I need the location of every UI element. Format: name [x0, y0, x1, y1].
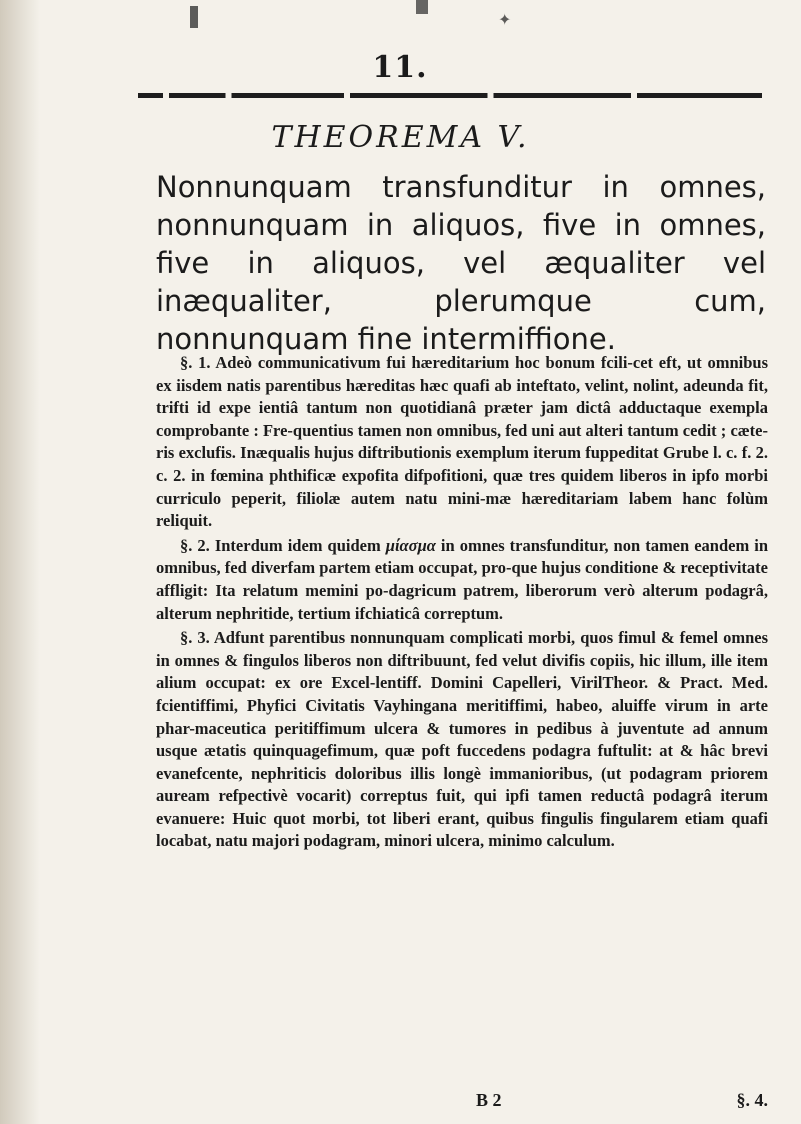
- paragraph-text: Adfunt parentibus nonnunquam complicati morbi, quos fimul & femel omnes in omnes & fingulos liberos non diftribuunt, fed velut divifis copiis, hic illum, ille item alium occupat: ex ore Excel-lentiff. Domini Capelleri, VirilTheor. & Pract. Med. fcientiffimi, Phyfici Civitatis Vayhingana meritiffimi, habeo, aluiffe virum in arte phar-maceutica peritiffimum ulcera & tumores in pedibus à juventute ad annum usque ætatis quinquagefimum, quæ poft fuccedens podagra fuftulit: at & hâc brevi evanefcente, nephriticis doloribus illis longè immanioribus, (ut podagram priorem auream refpectivè vocarit) correptus fuit, qui ipfi tamen reductâ podagrâ iterum evanuere: Huic quot morbi, tot liberi erant, quibus fingulis fingularem etiam quafi locabat, natu majori podagram, minori ulcera, minimo calculum.: [156, 628, 768, 851]
- body-text: [156, 352, 768, 853]
- ornament-mark: ✦: [498, 10, 512, 29]
- ink-mark: [416, 0, 428, 14]
- paragraph-text: in omnes transfunditur, non tamen eandem in omnibus, fed diverfam partem etiam occupat, pro-que hujus conditione & receptivitate affligit: Ita relatum memini po-dagricum patrem, liberorum verò alterum podagrâ, alterum nephritide, tertium ifchiaticâ correptum.: [156, 535, 769, 623]
- page-number: 11.: [372, 50, 428, 85]
- paragraph-text: Adeò communicativum fui hæreditarium hoc bonum fcili-cet eft, ut omnibus ex iisdem natis parentibus hæreditas hæc quafi ab inteftato, velint, nolint, adeunda fit, trifti id expe ientiâ tantum non quotidianâ præter jam dictâ adductaque exempla comprobante : Fre-quentius tamen non omnibus, fed uni aut alteri tantum cedit ; cæte-ris exclufis. Inæqualis hujus diftributionis exemplum iterum fuppeditat Grube l. c. f. 2. c. 2. in fœmina phthificæ expofita difpofitioni, quæ tres quidem liberos in ipfo morbi curriculo peperit, filiolæ autem natu mini-mæ hæreditariam labem hanc folùm reliquit.: [156, 353, 768, 531]
- section-number: §. 3.: [180, 628, 214, 648]
- catchword: §. 4.: [736, 1090, 768, 1110]
- paragraph-1: [156, 352, 768, 533]
- greek-word: μίασμα: [385, 535, 436, 555]
- paragraph-2: [156, 535, 768, 625]
- theorem-statement: Nonnunquam transfunditur in omnes, nonnunquam in aliquos, five in omnes, five in aliquos, vel æqualiter vel inæqualiter, plerumque cum, nonnunquam fine intermiffione.: [156, 170, 766, 356]
- paragraph-3: [156, 627, 768, 853]
- ink-mark: [190, 6, 198, 28]
- signature-mark: B 2: [476, 1090, 502, 1110]
- section-number: §. 2.: [180, 535, 215, 555]
- section-number: §. 1.: [180, 353, 216, 372]
- theorem-title: THEOREMA V.: [271, 120, 530, 155]
- gutter-shadow: [0, 0, 40, 1124]
- page-footer: [156, 1090, 768, 1114]
- header-rule: [138, 93, 762, 98]
- paragraph-text: Interdum idem quidem: [214, 535, 386, 555]
